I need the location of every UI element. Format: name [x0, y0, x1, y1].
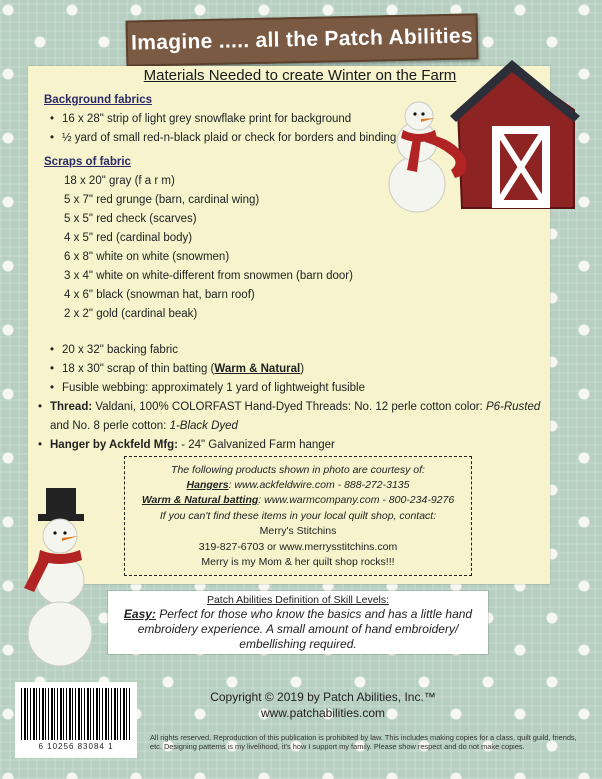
courtesy-batting [125, 494, 471, 507]
hanger-label: Hanger by Ackfeld Mfg: [50, 439, 179, 451]
hanger-item [50, 438, 335, 452]
hangers-label: Hangers [186, 479, 229, 491]
banner-title: Imagine ..... all the Patch Abilities [130, 24, 474, 55]
list-item: 5 x 5" red check (scarves) [64, 213, 197, 225]
copyright: Copyright © 2019 by Patch Abilities, Inc.™ [210, 690, 436, 704]
shop-note: Merry is my Mom & her quilt shop rocks!!! [201, 556, 395, 568]
fusible-item: • Fusible webbing: approximately 1 yard of lightweight fusible [62, 381, 365, 395]
list-item: 5 x 7" red grunge (barn, cardinal wing) [64, 194, 260, 206]
thread-label: Thread: [50, 401, 93, 413]
shop-contact: 319-827-6703 or www.merrysstitchins.com [198, 541, 398, 553]
courtesy-intro: The following products shown in photo are courtesy of: [171, 464, 425, 476]
list-item: 4 x 6" black (snowman hat, barn roof) [64, 289, 255, 301]
skill-line-3: embellishing required. [239, 637, 357, 651]
barcode [15, 682, 137, 758]
barcode-bars [21, 688, 131, 740]
thread-color-2: 1-Black Dyed [169, 420, 238, 432]
title-banner [126, 13, 479, 66]
list-item: 6 x 8" white on white (snowmen) [64, 251, 230, 263]
hanger-text: - 24" Galvanized Farm hanger [181, 439, 335, 451]
thread-line2-text: and No. 8 perle cotton: [50, 420, 167, 432]
snowman-left-illustration [16, 488, 106, 666]
list-item: 4 x 5" red (cardinal body) [64, 232, 193, 244]
skill-line-1 [108, 607, 488, 622]
list-item: 2 x 2" gold (cardinal beak) [64, 308, 198, 320]
thread-line-2 [50, 419, 238, 433]
batting-label: Warm & Natural batting [141, 494, 259, 506]
skill-level: Easy: [123, 607, 156, 621]
thread-color-1: P6-Rusted [485, 401, 541, 413]
courtesy-box [124, 456, 472, 576]
scraps-heading: Scraps of fabric [44, 156, 131, 168]
list-item: 3 x 4" white on white-different from snowmen (barn door) [64, 270, 353, 282]
thread-text: Valdani, 100% COLORFAST Hand-Dyed Threads: No. 12 perle cotton color: [95, 401, 483, 413]
batting-item [62, 362, 304, 376]
shop-name: Merry's Stitchins [259, 525, 337, 537]
skill-title: Patch Abilities Definition of Skill Levels: [206, 594, 390, 606]
background-fabrics-heading: Background fabrics [44, 94, 152, 106]
hangers-text: : www.ackfeldwire.com - 888-272-3135 [228, 479, 410, 491]
thread-item [50, 400, 540, 414]
legal-notice: All rights reserved. Reproduction of this publication is prohibited by law. This includes making copies for a class, quilt guild, friends, etc. Designing patterns is my livelihood, it's how I support my family. Please show respect and do not make copies. [150, 733, 577, 751]
batting-brand: Warm & Natural [214, 363, 301, 375]
materials-subtitle: Materials Needed to create Winter on the Farm [143, 67, 457, 84]
courtesy-local: If you can't find these items in your local quilt shop, contact: [159, 510, 437, 522]
backing-item: • 20 x 32" backing fabric [62, 343, 178, 357]
skill-line-2: embroidery experience. A small amount of hand embroidery/ [137, 622, 459, 636]
skill-level-box [108, 591, 488, 654]
snowman-right-illustration [385, 98, 480, 216]
batting-suffix: ) [300, 363, 305, 375]
skill-line1-text: Perfect for those who know the basics and has a little hand [155, 607, 473, 621]
batting-prefix: 18 x 30" scrap of thin batting ( [62, 363, 215, 375]
website: www.patchabilities.com [260, 706, 386, 720]
barcode-number: 6 10256 83084 1 [38, 742, 114, 751]
list-item: • ½ yard of small red-n-black plaid or check for borders and binding [62, 131, 396, 145]
list-item: • 16 x 28" strip of light grey snowflake print for background [62, 112, 351, 126]
batting-text: : www.warmcompany.com - 800-234-9276 [258, 494, 455, 506]
list-item: 18 x 20" gray (f a r m) [64, 175, 175, 187]
courtesy-hangers [125, 479, 471, 492]
